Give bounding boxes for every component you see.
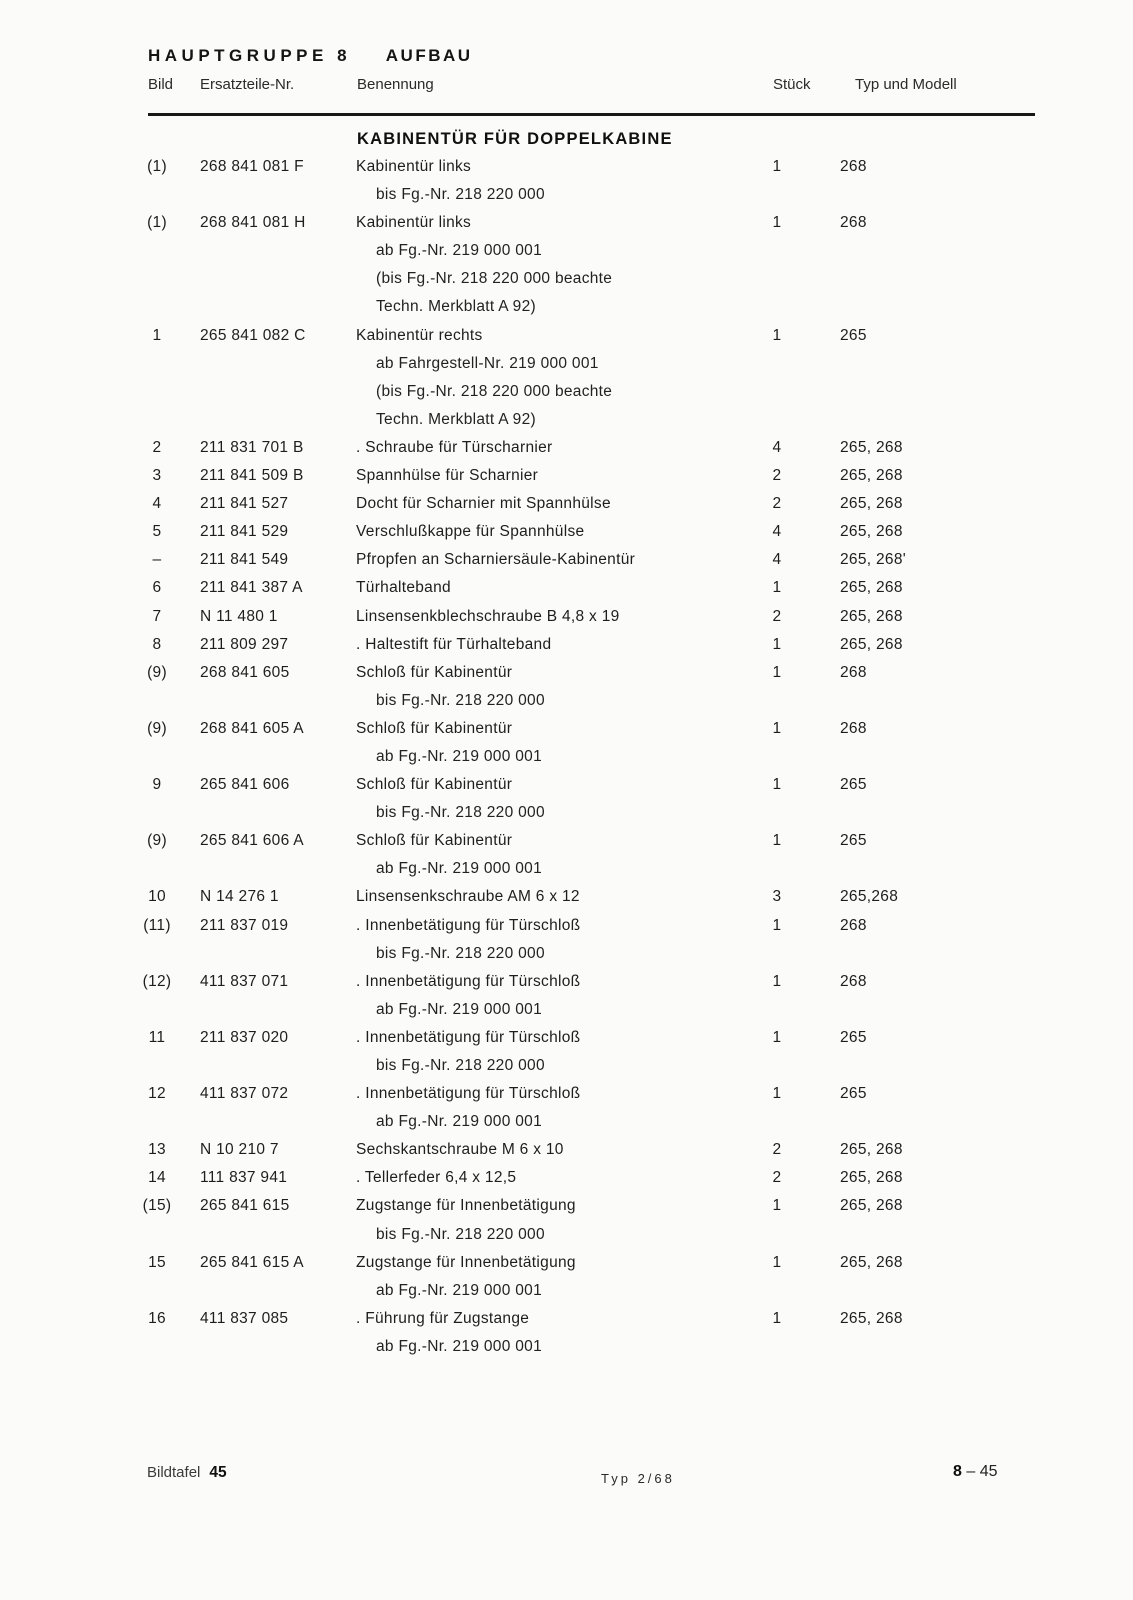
table-row [0, 1195, 1133, 1223]
table-row [0, 549, 1133, 577]
chassis-number-note: ab Fg.-Nr. 219 000 001 [376, 242, 543, 260]
table-row-note [0, 746, 1133, 774]
type-model: 265, 268 [840, 635, 903, 653]
part-number: 211 831 701 B [200, 438, 304, 456]
quantity: 1 [772, 832, 782, 850]
part-number: 265 841 615 A [200, 1253, 304, 1271]
bild-ref: 13 [148, 1141, 166, 1159]
chassis-number-note: bis Fg.-Nr. 218 220 000 [376, 1057, 545, 1074]
footer-bildtafel-label: Bildtafel [147, 1464, 201, 1481]
bild-ref: (9) [147, 832, 167, 850]
part-name: Zugstange für Innenbetätigung [356, 1197, 576, 1215]
table-row [0, 1139, 1133, 1167]
column-header-benennung: Benennung [357, 76, 434, 93]
part-name: Sechskantschraube M 6 x 10 [356, 1141, 564, 1159]
quantity: 2 [772, 1169, 782, 1187]
bild-ref: (12) [142, 972, 172, 990]
bild-ref: 14 [148, 1169, 166, 1187]
column-header-part-number: Ersatzteile-Nr. [200, 76, 295, 93]
table-row-note [0, 353, 1133, 381]
quantity: 1 [772, 1085, 782, 1103]
table-row [0, 1252, 1133, 1280]
table-row [0, 577, 1133, 605]
table-row [0, 886, 1133, 914]
parts-table [0, 156, 1133, 1364]
table-row [0, 634, 1133, 662]
chassis-number-note: bis Fg.-Nr. 218 220 000 [376, 1225, 545, 1243]
table-row [0, 521, 1133, 549]
chassis-number-note: bis Fg.-Nr. 218 220 000 [376, 691, 545, 709]
bild-ref: (9) [147, 663, 167, 681]
type-model: 265, 268 [840, 523, 903, 541]
chassis-number-note: ab Fg.-Nr. 219 000 001 [376, 1337, 543, 1355]
column-header-typ-modell: Typ und Modell [855, 76, 957, 93]
bild-ref: 8 [152, 635, 162, 653]
part-number: 411 837 085 [200, 1309, 289, 1327]
footer-bildtafel [147, 1464, 227, 1482]
chassis-number-note: ab Fg.-Nr. 219 000 001 [376, 747, 543, 765]
part-number: 265 841 615 [200, 1197, 290, 1215]
part-name: . Tellerfeder 6,4 x 12,5 [356, 1169, 517, 1187]
table-row-note [0, 802, 1133, 830]
table-row-note [0, 381, 1133, 409]
part-name: Docht für Scharnier mit Spannhülse [356, 495, 611, 513]
part-number: N 14 276 1 [200, 888, 279, 906]
bild-ref: 2 [152, 438, 162, 456]
quantity: 1 [772, 158, 782, 175]
bild-ref: (1) [147, 214, 167, 232]
type-model: 268 [840, 916, 867, 934]
table-row [0, 1027, 1133, 1055]
bild-ref: 11 [148, 1028, 166, 1046]
part-number: 268 841 605 A [200, 719, 304, 737]
part-number: 268 841 081 H [200, 214, 306, 232]
table-row-note [0, 999, 1133, 1027]
part-name: . Innenbetätigung für Türschloß [356, 1028, 581, 1046]
part-number: 211 841 509 B [200, 467, 304, 485]
type-model: 268 [840, 663, 867, 681]
table-row [0, 718, 1133, 746]
part-number: 111 837 941 [200, 1169, 288, 1187]
part-name: Schloß für Kabinentür [356, 776, 513, 794]
part-name: Türhalteband [356, 579, 451, 597]
part-name: Schloß für Kabinentür [356, 832, 513, 850]
bild-ref: 12 [148, 1085, 166, 1103]
part-number: 265 841 606 [200, 776, 290, 794]
main-group-title: HAUPTGRUPPE 8 [148, 46, 352, 65]
table-row-note [0, 690, 1133, 718]
chassis-number-note: (bis Fg.-Nr. 218 220 000 beachte [376, 270, 613, 288]
column-header-bild: Bild [148, 76, 174, 93]
table-row [0, 606, 1133, 634]
table-row-note [0, 240, 1133, 268]
quantity: 1 [772, 326, 782, 344]
chassis-number-note: ab Fg.-Nr. 219 000 001 [376, 1000, 543, 1018]
part-name: Pfropfen an Scharniersäule-Kabinentür [356, 551, 636, 569]
table-row-note [0, 268, 1133, 296]
type-model: 268 [840, 972, 867, 990]
bild-ref: (11) [143, 916, 171, 934]
column-header-stueck: Stück [773, 76, 811, 93]
chassis-number-note: bis Fg.-Nr. 218 220 000 [376, 804, 545, 822]
part-name: Linsensenkblechschraube B 4,8 x 19 [356, 607, 620, 625]
bild-ref: 16 [148, 1309, 166, 1327]
table-row [0, 662, 1133, 690]
footer-page-group: 8 [953, 1463, 962, 1480]
table-row-note [0, 1055, 1133, 1083]
type-model: 265 [840, 776, 867, 794]
part-number: 211 841 527 [200, 495, 289, 513]
type-model: 265, 268 [840, 1253, 903, 1271]
quantity: 1 [772, 579, 782, 597]
quantity: 1 [772, 663, 782, 681]
type-model: 265, 268 [840, 1169, 903, 1187]
bild-ref: 6 [152, 579, 162, 597]
table-row-note [0, 184, 1133, 212]
table-row [0, 915, 1133, 943]
quantity: 1 [772, 916, 782, 934]
table-row-note [0, 409, 1133, 437]
table-row [0, 1083, 1133, 1111]
type-model: 265, 268 [840, 438, 903, 456]
quantity: 3 [772, 888, 782, 906]
part-name: . Haltestift für Türhalteband [356, 635, 552, 653]
part-name: Spannhülse für Scharnier [356, 467, 539, 485]
type-model: 265 [840, 1085, 867, 1103]
quantity: 1 [772, 1309, 782, 1327]
type-model: 265,268 [840, 888, 899, 906]
quantity: 2 [772, 467, 782, 485]
type-model: 265 [840, 832, 867, 850]
type-model: 265 [840, 1028, 867, 1046]
chassis-number-note: ab Fg.-Nr. 219 000 001 [376, 1113, 543, 1131]
table-row [0, 493, 1133, 521]
page-title [148, 46, 473, 66]
quantity: 1 [772, 776, 782, 794]
quantity: 4 [772, 523, 782, 541]
part-number: N 10 210 7 [200, 1141, 279, 1159]
header-divider [148, 113, 1035, 116]
type-model: 265, 268 [840, 579, 903, 597]
type-model: 268 [840, 719, 867, 737]
type-model: 265 [840, 326, 867, 344]
chassis-number-note: Techn. Merkblatt A 92) [376, 298, 536, 316]
table-row [0, 830, 1133, 858]
table-row [0, 971, 1133, 999]
part-number: 211 841 387 A [200, 579, 303, 597]
quantity: 1 [772, 1028, 782, 1046]
table-row [0, 465, 1133, 493]
bild-ref: (15) [142, 1197, 172, 1215]
quantity: 1 [772, 214, 782, 232]
part-number: 211 809 297 [200, 635, 289, 653]
chassis-number-note: bis Fg.-Nr. 218 220 000 [376, 944, 545, 962]
chassis-number-note: ab Fg.-Nr. 219 000 001 [376, 860, 543, 878]
quantity: 4 [772, 551, 782, 569]
quantity: 1 [772, 1197, 782, 1215]
bild-ref: 1 [152, 326, 162, 344]
type-model: 265, 268 [840, 607, 903, 625]
table-row [0, 774, 1133, 802]
table-row-note [0, 943, 1133, 971]
part-number: 265 841 606 A [200, 832, 304, 850]
quantity: 1 [772, 635, 782, 653]
bild-ref: (1) [147, 158, 167, 175]
quantity: 2 [772, 495, 782, 513]
footer-typ-date: Typ 2/68 [601, 1471, 675, 1486]
part-number: 211 837 020 [200, 1028, 289, 1046]
part-number: 265 841 082 C [200, 326, 306, 344]
part-name: Kabinentür rechts [356, 326, 483, 344]
part-number: 411 837 072 [200, 1085, 289, 1103]
section-title: KABINENTÜR FÜR DOPPELKABINE [357, 130, 673, 148]
type-model: 265, 268' [840, 551, 906, 569]
part-number: 211 841 529 [200, 523, 289, 541]
bild-ref: 3 [152, 467, 162, 485]
part-number: N 11 480 1 [200, 607, 278, 625]
chassis-number-note: ab Fg.-Nr. 219 000 001 [376, 1281, 543, 1299]
quantity: 1 [772, 972, 782, 990]
part-number: 268 841 605 [200, 663, 290, 681]
part-name: Zugstange für Innenbetätigung [356, 1253, 576, 1271]
part-name: Kabinentür links [356, 214, 472, 232]
type-model: 265, 268 [840, 1309, 903, 1327]
table-row [0, 156, 1133, 184]
part-number: 211 837 019 [200, 916, 289, 934]
part-name: . Innenbetätigung für Türschloß [356, 972, 581, 990]
bild-ref: 9 [152, 776, 162, 794]
chassis-number-note: (bis Fg.-Nr. 218 220 000 beachte [376, 382, 613, 400]
main-group-name: AUFBAU [385, 46, 473, 65]
bild-ref: 10 [148, 888, 166, 906]
table-row-note [0, 858, 1133, 886]
bild-ref: – [152, 551, 162, 569]
type-model: 265, 268 [840, 495, 903, 513]
bild-ref: 15 [148, 1253, 166, 1271]
part-name: Schloß für Kabinentür [356, 663, 513, 681]
part-name: . Innenbetätigung für Türschloß [356, 1085, 581, 1103]
footer-bildtafel-number: 45 [209, 1464, 227, 1481]
part-name: Verschlußkappe für Spannhülse [356, 523, 585, 541]
table-row-note [0, 296, 1133, 324]
quantity: 1 [772, 1253, 782, 1271]
bild-ref: (9) [147, 719, 167, 737]
part-number: 211 841 549 [200, 551, 289, 569]
table-row-note [0, 1224, 1133, 1252]
bild-ref: 4 [152, 495, 162, 513]
table-row [0, 212, 1133, 240]
bild-ref: 5 [152, 523, 162, 541]
type-model: 268 [840, 214, 867, 232]
table-row [0, 1308, 1133, 1336]
part-name: Schloß für Kabinentür [356, 719, 513, 737]
part-name: Linsensenkschraube AM 6 x 12 [356, 888, 580, 906]
table-row-note [0, 1111, 1133, 1139]
type-model: 265, 268 [840, 1141, 903, 1159]
part-name: Kabinentür links [356, 158, 472, 175]
table-row [0, 325, 1133, 353]
part-name: . Innenbetätigung für Türschloß [356, 916, 581, 934]
part-number: 411 837 071 [200, 972, 289, 990]
quantity: 4 [772, 438, 782, 456]
bild-ref: 7 [152, 607, 162, 625]
footer-page-number [953, 1463, 998, 1481]
part-name: . Führung für Zugstange [356, 1309, 530, 1327]
quantity: 2 [772, 607, 782, 625]
type-model: 265, 268 [840, 1197, 903, 1215]
footer-page-rest: – 45 [966, 1463, 998, 1480]
table-row-note [0, 1336, 1133, 1364]
quantity: 1 [772, 719, 782, 737]
table-row [0, 437, 1133, 465]
part-name: . Schraube für Türscharnier [356, 438, 553, 456]
part-number: 268 841 081 F [200, 158, 304, 175]
quantity: 2 [772, 1141, 782, 1159]
type-model: 265, 268 [840, 467, 903, 485]
chassis-number-note: Techn. Merkblatt A 92) [376, 410, 536, 428]
type-model: 268 [840, 158, 867, 175]
table-row-note [0, 1280, 1133, 1308]
chassis-number-note: bis Fg.-Nr. 218 220 000 [376, 186, 545, 204]
table-row [0, 1167, 1133, 1195]
chassis-number-note: ab Fahrgestell-Nr. 219 000 001 [376, 354, 599, 372]
